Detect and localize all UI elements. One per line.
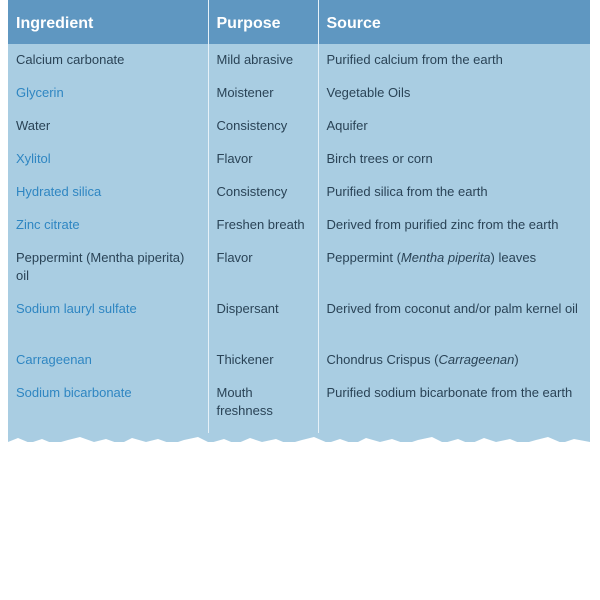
ingredient-link[interactable]: Xylitol xyxy=(16,151,51,166)
table-header-row xyxy=(8,0,590,44)
source-text: ) leaves xyxy=(490,250,537,265)
ingredient-link[interactable]: Carrageenan xyxy=(16,352,92,367)
table-row xyxy=(8,110,590,143)
source-cell: Birch trees or corn xyxy=(318,143,590,176)
table-row xyxy=(8,209,590,242)
ingredient-link[interactable]: Sodium lauryl sulfate xyxy=(16,301,137,316)
purpose-cell: Consistency xyxy=(208,110,318,143)
table-row xyxy=(8,44,590,77)
table-row xyxy=(8,176,590,209)
purpose-cell: Dispersant xyxy=(208,293,318,344)
ingredient-link[interactable]: Sodium bicarbonate xyxy=(16,385,132,400)
source-cell: Derived from coconut and/or palm kernel oil xyxy=(318,293,590,344)
purpose-cell: Mild abrasive xyxy=(208,44,318,77)
source-italic-text: Carrageenan xyxy=(438,352,515,367)
source-cell: Purified sodium bicarbonate from the earth xyxy=(318,377,590,433)
source-cell: Purified silica from the earth xyxy=(318,176,590,209)
ingredient-link[interactable]: Zinc citrate xyxy=(16,217,80,232)
ingredient-cell: Peppermint (Mentha piperita) oil xyxy=(16,250,185,283)
table-row xyxy=(8,242,590,293)
source-cell: Purified calcium from the earth xyxy=(318,44,590,77)
source-text: Peppermint ( xyxy=(326,250,401,265)
source-cell: Aquifer xyxy=(318,110,590,143)
source-cell: Derived from purified zinc from the earth xyxy=(318,209,590,242)
header-source: Source xyxy=(318,0,590,44)
purpose-cell: Consistency xyxy=(208,176,318,209)
ingredient-link[interactable]: Hydrated silica xyxy=(16,184,102,199)
table-row xyxy=(8,293,590,344)
ingredients-table xyxy=(8,0,590,433)
purpose-cell: Moistener xyxy=(208,77,318,110)
header-ingredient: Ingredient xyxy=(8,0,208,44)
ingredient-link[interactable]: Glycerin xyxy=(16,85,64,100)
ingredient-cell: Water xyxy=(16,118,51,133)
source-cell xyxy=(318,242,590,293)
source-text: Chondrus Crispus ( xyxy=(326,352,439,367)
torn-bottom-edge xyxy=(8,434,590,450)
source-italic-text: Mentha piperita xyxy=(400,250,491,265)
source-cell: Vegetable Oils xyxy=(318,77,590,110)
purpose-cell: Freshen breath xyxy=(208,209,318,242)
source-text: ) xyxy=(514,352,519,367)
purpose-cell: Thickener xyxy=(208,344,318,377)
purpose-cell: Flavor xyxy=(208,143,318,176)
table-row xyxy=(8,377,590,433)
ingredient-cell: Calcium carbonate xyxy=(16,52,125,67)
table-row xyxy=(8,143,590,176)
table-row xyxy=(8,77,590,110)
purpose-cell: Flavor xyxy=(208,242,318,293)
purpose-cell: Mouth freshness xyxy=(208,377,318,433)
source-cell xyxy=(318,344,590,377)
ingredients-table-card xyxy=(8,0,590,442)
header-purpose: Purpose xyxy=(208,0,318,44)
table-row xyxy=(8,344,590,377)
